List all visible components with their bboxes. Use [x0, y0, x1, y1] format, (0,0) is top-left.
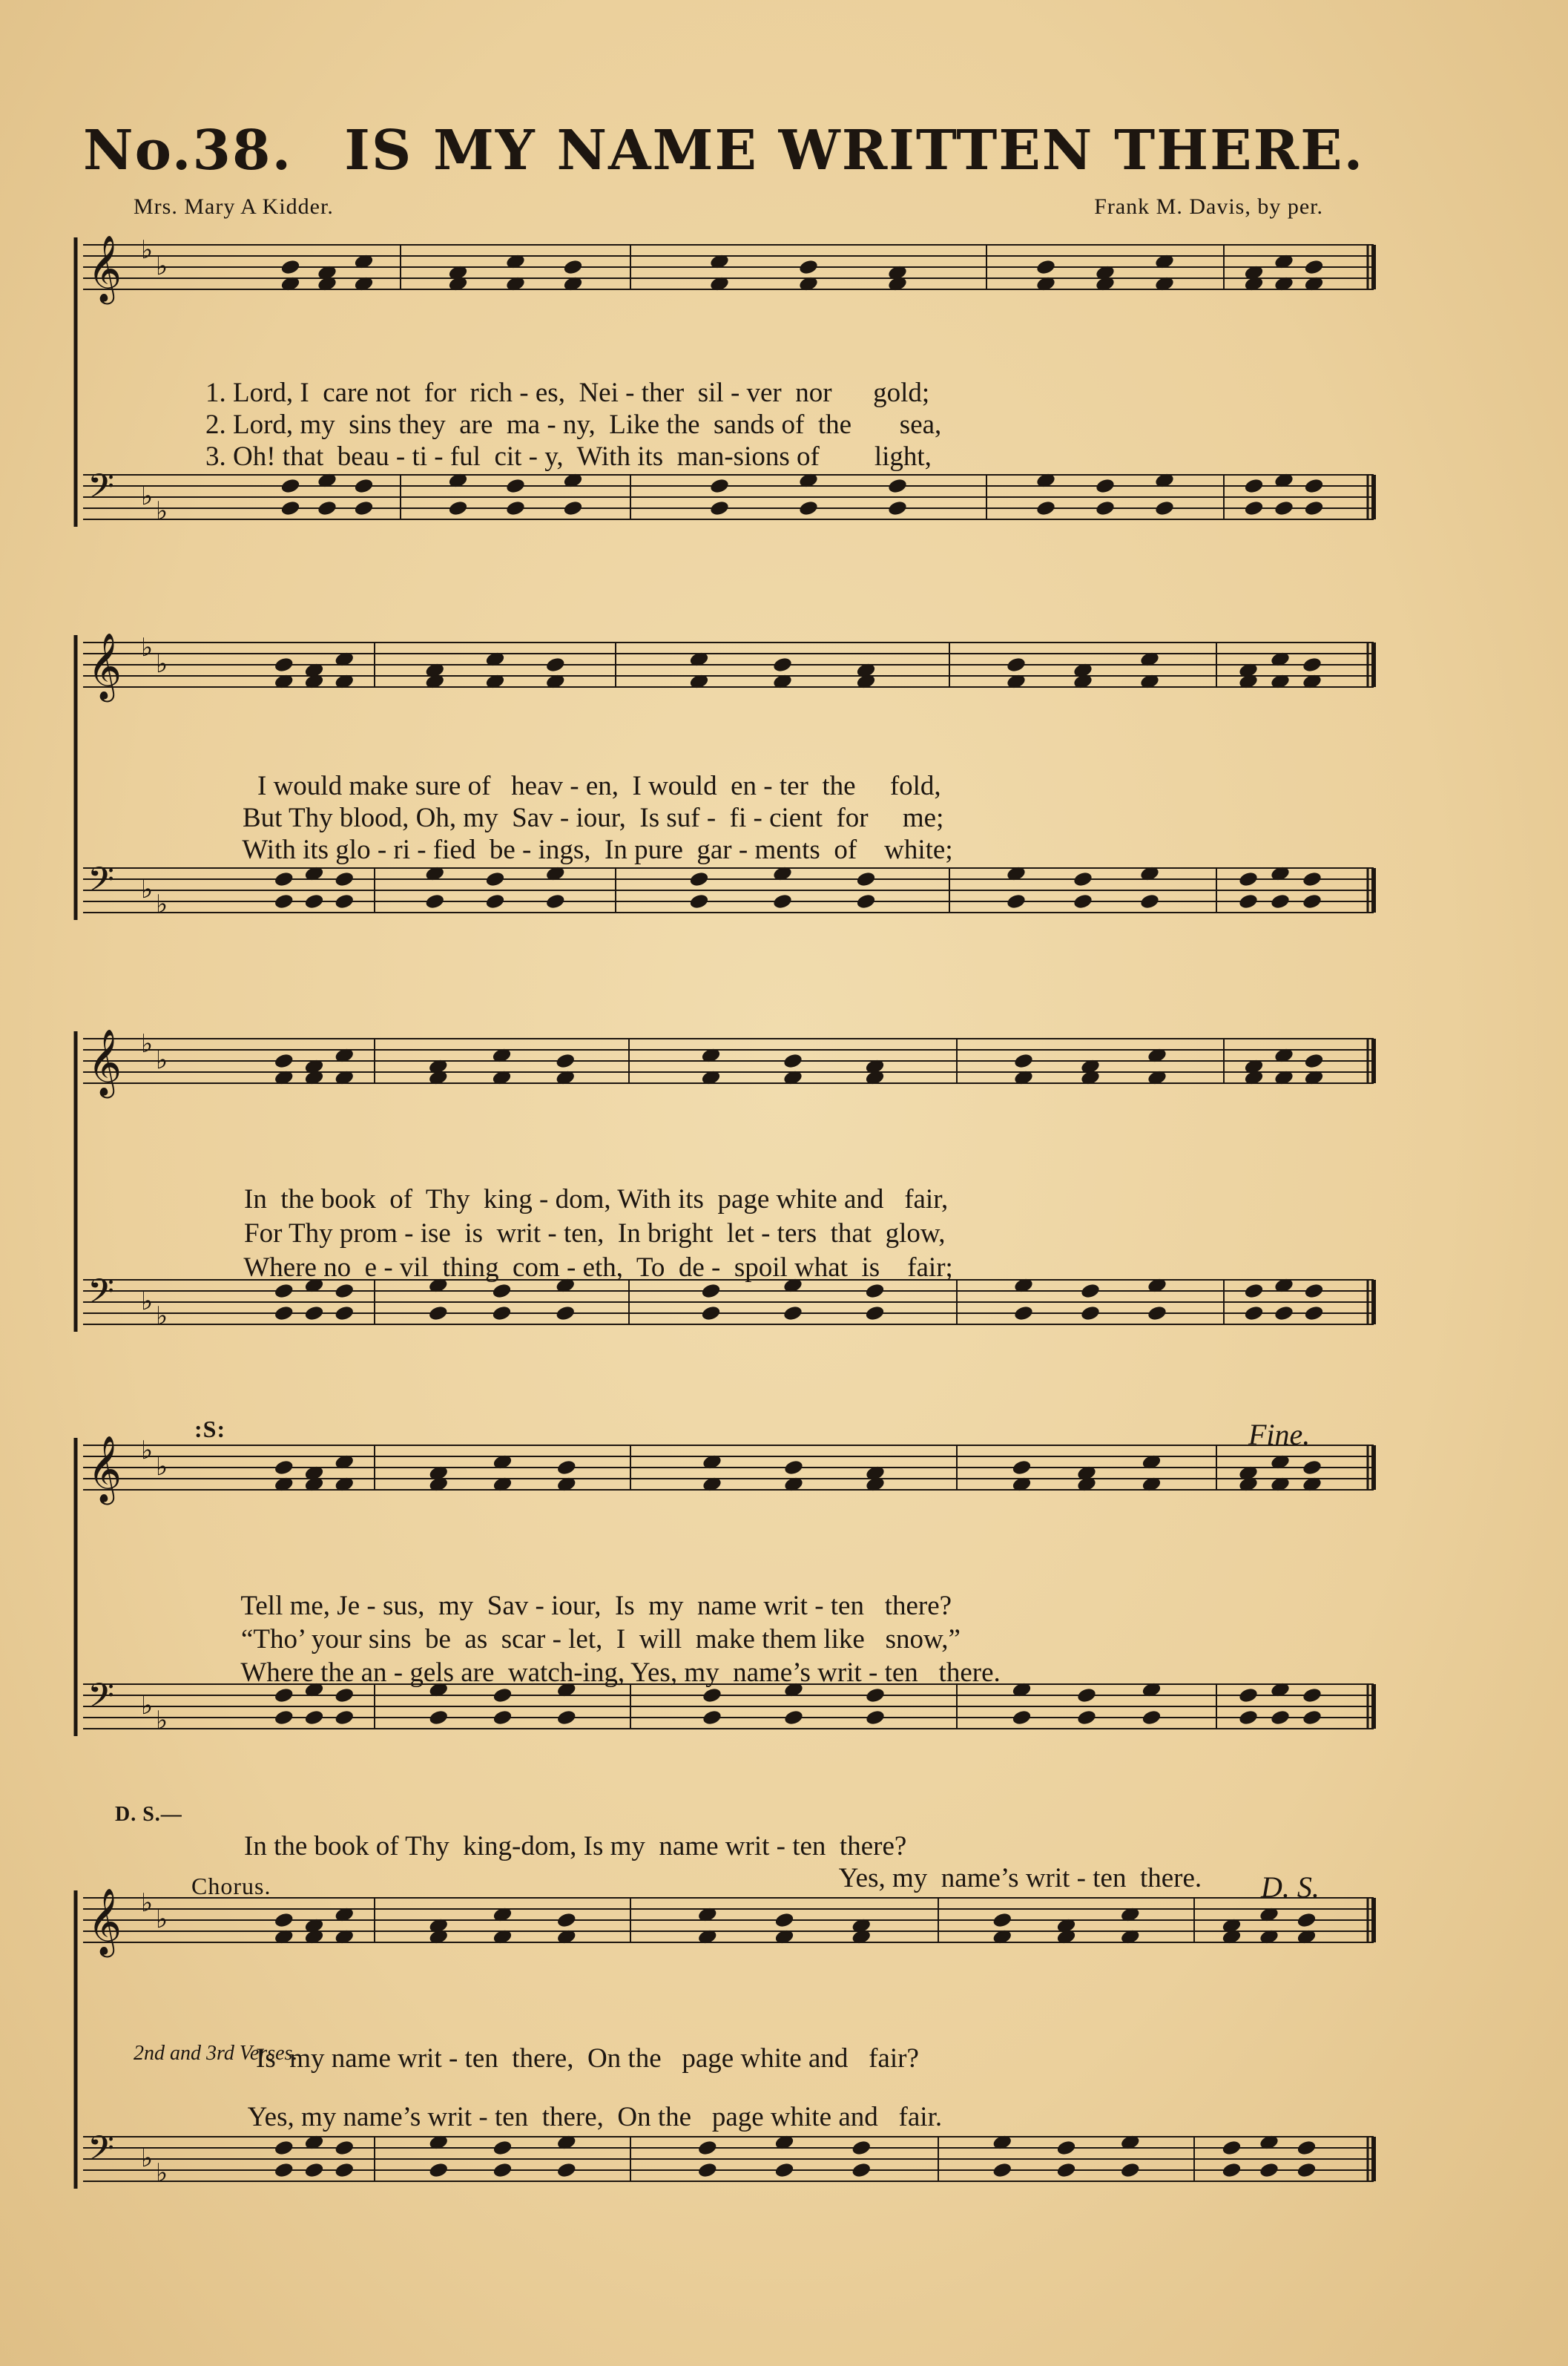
bass-note	[1120, 2161, 1141, 2178]
bass-note	[1006, 893, 1027, 910]
treble-note	[1006, 656, 1027, 673]
hymn-title: IS MY NAME WRITTEN THERE.	[344, 119, 1365, 183]
bass-note	[1259, 2161, 1279, 2178]
bass-note	[1296, 2139, 1317, 2156]
bass-note	[1270, 1709, 1291, 1726]
hymn-number: No.38.	[83, 119, 293, 183]
flat-icon: ♭	[156, 1301, 168, 1331]
treble-note	[783, 1459, 804, 1476]
lyric-ds-v1: In the book of Thy king-dom, Is my name writ - ten there?	[244, 1831, 907, 1861]
flat-icon: ♭	[141, 875, 154, 904]
bass-note	[1238, 893, 1259, 910]
bass-note	[1013, 1304, 1034, 1321]
treble-note	[1302, 1459, 1322, 1476]
bass-note	[1303, 1304, 1324, 1321]
bass-note	[1270, 893, 1291, 910]
bass-note	[1095, 477, 1116, 494]
bass-note	[1076, 1686, 1097, 1703]
lyric-s2-v3: With its glo - ri - fied be - ings, In pure gar - ments of white;	[242, 835, 953, 865]
flat-icon: ♭	[156, 1452, 168, 1482]
bass-note	[1243, 477, 1264, 494]
treble-clef-icon: 𝄞	[88, 633, 122, 700]
flat-icon: ♭	[141, 2143, 154, 2173]
bass-note	[1238, 1709, 1259, 1726]
bass-note	[1302, 870, 1322, 887]
treble-note	[798, 258, 819, 275]
flat-icon: ♭	[141, 633, 154, 663]
bass-note	[1073, 870, 1093, 887]
bass-note	[1011, 1709, 1032, 1726]
bass-note	[1303, 1282, 1324, 1299]
treble-note	[556, 1459, 577, 1476]
treble-clef-icon: 𝄞	[88, 1029, 122, 1096]
bass-note	[1302, 893, 1322, 910]
bass-clef-icon: 𝄢	[88, 1676, 115, 1724]
flat-icon: ♭	[156, 890, 168, 919]
treble-note	[772, 656, 793, 673]
bass-clef-icon: 𝄢	[88, 1272, 115, 1320]
flat-icon: ♭	[141, 1436, 154, 1465]
bass-note	[1238, 1686, 1259, 1703]
bass-note	[1221, 2139, 1242, 2156]
flat-icon: ♭	[141, 1691, 154, 1721]
bass-note	[1243, 1304, 1264, 1321]
flat-icon: ♭	[156, 496, 168, 526]
flat-icon: ♭	[156, 252, 168, 281]
bass-note	[1303, 499, 1324, 516]
flat-icon: ♭	[141, 1029, 154, 1059]
treble-note	[1013, 1052, 1034, 1069]
bass-clef-icon: 𝄢	[88, 860, 115, 908]
bass-note	[1303, 477, 1324, 494]
lyric-s1-v1: 1. Lord, I care not for rich - es, Nei - ther sil - ver nor gold;	[205, 378, 930, 408]
verse-note: 2nd and 3rd Verses.	[134, 2042, 298, 2065]
fine-mark: Fine.	[1248, 1418, 1311, 1451]
flat-icon: ♭	[141, 1286, 154, 1316]
lyric-chorus-v2: Yes, my name’s writ - ten there, On the page white and fair.	[247, 2102, 943, 2132]
bass-note	[1274, 1304, 1294, 1321]
lyric-s1-v3: 3. Oh! that beau - ti - ful cit - y, With its man-sions of light,	[205, 441, 932, 472]
bass-note	[1080, 1304, 1101, 1321]
treble-note	[274, 1911, 294, 1928]
bass-note	[1296, 2161, 1317, 2178]
lyric-s4-v1: Tell me, Je - sus, my Sav - iour, Is my name writ - ten there?	[240, 1591, 952, 1621]
bass-clef-icon: 𝄢	[88, 2129, 115, 2177]
flat-icon: ♭	[156, 1045, 168, 1075]
lyric-ds-v2: Yes, my name’s writ - ten there.	[838, 1863, 1202, 1893]
bass-note	[1238, 870, 1259, 887]
treble-note	[1303, 1052, 1324, 1069]
bass-note	[1243, 1282, 1264, 1299]
treble-note	[1296, 1911, 1317, 1928]
flat-icon: ♭	[156, 2158, 168, 2188]
bass-clef-icon: 𝄢	[88, 467, 115, 515]
treble-clef-icon: 𝄞	[88, 1436, 122, 1502]
lyric-s2-v2: But Thy blood, Oh, my Sav - iour, Is suf - fi - cient for me;	[243, 803, 944, 833]
treble-clef-icon: 𝄞	[88, 1888, 122, 1955]
bass-note	[1055, 2139, 1076, 2156]
lyric-s4-v2: “Tho’ your sins be as scar - let, I will make them like snow,”	[241, 1624, 961, 1654]
bass-note	[1080, 1282, 1101, 1299]
bass-note	[1154, 499, 1175, 516]
bass-note	[1302, 1686, 1322, 1703]
treble-note	[545, 656, 566, 673]
treble-clef-icon: 𝄞	[88, 235, 122, 302]
treble-note	[1035, 258, 1056, 275]
treble-note	[1303, 258, 1324, 275]
bass-note	[1141, 1709, 1162, 1726]
flat-icon: ♭	[156, 1706, 168, 1735]
bass-note	[1139, 893, 1160, 910]
treble-note	[555, 1052, 576, 1069]
bass-note	[1274, 499, 1294, 516]
bass-note	[1221, 2161, 1242, 2178]
flat-icon: ♭	[141, 1888, 154, 1918]
bass-note	[1095, 499, 1116, 516]
treble-note	[556, 1911, 577, 1928]
chorus-label: Chorus.	[191, 1873, 271, 1899]
lyric-s1-v2: 2. Lord, my sins they are ma - ny, Like the sands of the sea,	[205, 410, 942, 440]
flat-icon: ♭	[156, 1905, 168, 1934]
lyric-chorus-v1: Is my name writ - ten there, On the page white and fair?	[256, 2043, 919, 2074]
treble-note	[280, 258, 300, 275]
flat-icon: ♭	[141, 482, 154, 511]
treble-note	[274, 1052, 294, 1069]
bass-note	[1055, 2161, 1076, 2178]
treble-note	[774, 1911, 794, 1928]
bass-note	[1073, 893, 1093, 910]
lyric-s3-v2: For Thy prom - ise is writ - ten, In bright let - ters that glow,	[244, 1218, 946, 1249]
author-credit: Mrs. Mary A Kidder.	[134, 194, 334, 219]
lyric-s2-v1: I would make sure of heav - en, I would en - ter the fold,	[257, 771, 941, 801]
bass-note	[1302, 1709, 1322, 1726]
bass-note	[1243, 499, 1264, 516]
ds-mark: D. S.	[1261, 1870, 1320, 1904]
treble-note	[1302, 656, 1322, 673]
bass-note	[992, 2161, 1012, 2178]
flat-icon: ♭	[141, 235, 154, 265]
bass-note	[1076, 1709, 1097, 1726]
treble-note	[274, 656, 294, 673]
lyric-s4-v3: Where the an - gels are watch-ing, Yes, my name’s writ - ten there.	[240, 1657, 1001, 1688]
treble-note	[274, 1459, 294, 1476]
segno-mark: :S:	[194, 1416, 226, 1442]
treble-note	[783, 1052, 803, 1069]
composer-credit: Frank M. Davis, by per.	[1094, 194, 1323, 219]
bass-note	[1147, 1304, 1167, 1321]
bass-note	[1035, 499, 1056, 516]
treble-note	[562, 258, 583, 275]
flat-icon: ♭	[156, 649, 168, 679]
lyric-s3-v3: Where no e - vil thing com - eth, To de - spoil what is fair;	[243, 1252, 953, 1283]
ds-prefix: D. S.—	[115, 1803, 182, 1826]
lyric-s3-v1: In the book of Thy king - dom, With its page white and fair,	[244, 1184, 949, 1215]
treble-note	[1011, 1459, 1032, 1476]
